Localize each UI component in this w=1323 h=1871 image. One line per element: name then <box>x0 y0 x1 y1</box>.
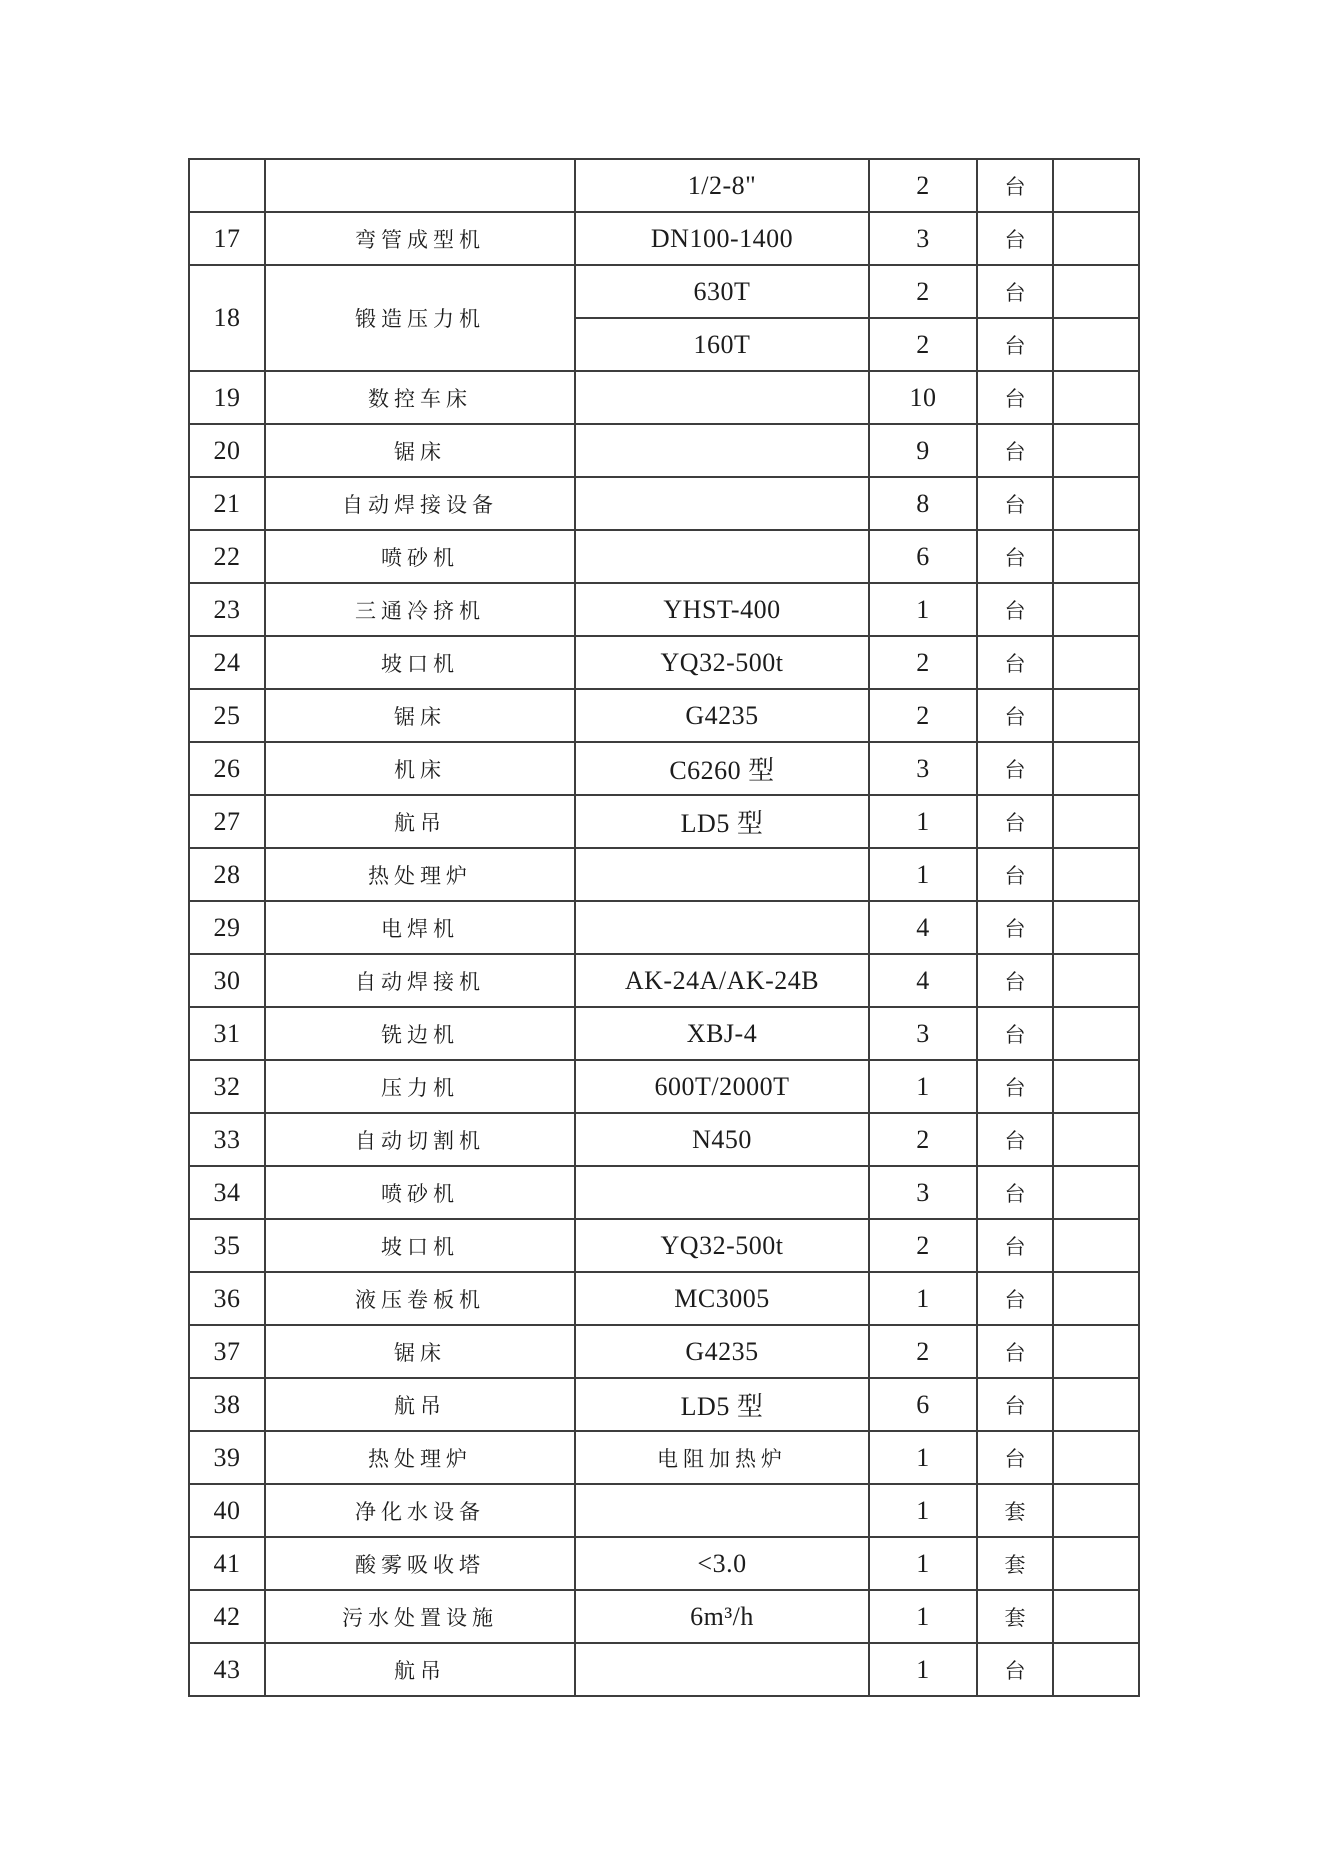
equipment-name-cell: 电焊机 <box>265 901 575 954</box>
remark-cell <box>1053 212 1139 265</box>
remark-cell <box>1053 318 1139 371</box>
table-row <box>189 1060 1139 1113</box>
remark-cell <box>1053 636 1139 689</box>
equipment-name-cell: 自动焊接设备 <box>265 477 575 530</box>
remark-cell <box>1053 424 1139 477</box>
equipment-name-cell: 弯管成型机 <box>265 212 575 265</box>
spec-cell: AK-24A/AK-24B <box>575 954 869 1007</box>
equipment-name-cell: 机床 <box>265 742 575 795</box>
table-row <box>189 583 1139 636</box>
unit-cell: 台 <box>977 636 1053 689</box>
table-row <box>189 1166 1139 1219</box>
unit-cell: 台 <box>977 212 1053 265</box>
qty-cell: 1 <box>869 848 977 901</box>
row-no-cell: 41 <box>189 1537 265 1590</box>
equipment-table-body <box>189 159 1139 1696</box>
qty-cell: 2 <box>869 1113 977 1166</box>
unit-cell: 台 <box>977 795 1053 848</box>
unit-cell: 台 <box>977 742 1053 795</box>
spec-cell <box>575 1643 869 1696</box>
table-row <box>189 954 1139 1007</box>
spec-cell: N450 <box>575 1113 869 1166</box>
table-row <box>189 742 1139 795</box>
equipment-name-cell: 航吊 <box>265 1378 575 1431</box>
spec-cell: LD5 型 <box>575 1378 869 1431</box>
row-no-cell: 19 <box>189 371 265 424</box>
row-no-cell: 20 <box>189 424 265 477</box>
remark-cell <box>1053 1325 1139 1378</box>
remark-cell <box>1053 1484 1139 1537</box>
spec-cell <box>575 1166 869 1219</box>
equipment-name-cell <box>265 159 575 212</box>
equipment-name-cell: 自动焊接机 <box>265 954 575 1007</box>
remark-cell <box>1053 1166 1139 1219</box>
table-row <box>189 1113 1139 1166</box>
remark-cell <box>1053 265 1139 318</box>
unit-cell: 台 <box>977 265 1053 318</box>
remark-cell <box>1053 954 1139 1007</box>
remark-cell <box>1053 159 1139 212</box>
row-no-cell <box>189 159 265 212</box>
row-no-cell: 37 <box>189 1325 265 1378</box>
spec-cell: G4235 <box>575 689 869 742</box>
row-no-cell: 25 <box>189 689 265 742</box>
unit-cell: 套 <box>977 1590 1053 1643</box>
row-no-cell: 26 <box>189 742 265 795</box>
equipment-name-cell: 铣边机 <box>265 1007 575 1060</box>
table-row <box>189 1431 1139 1484</box>
remark-cell <box>1053 1219 1139 1272</box>
qty-cell: 1 <box>869 1431 977 1484</box>
equipment-name-cell: 液压卷板机 <box>265 1272 575 1325</box>
spec-cell <box>575 371 869 424</box>
spec-cell <box>575 848 869 901</box>
row-no-cell: 40 <box>189 1484 265 1537</box>
qty-cell: 3 <box>869 742 977 795</box>
equipment-name-cell: 污水处置设施 <box>265 1590 575 1643</box>
qty-cell: 2 <box>869 318 977 371</box>
spec-cell: 630T <box>575 265 869 318</box>
equipment-name-cell: 航吊 <box>265 795 575 848</box>
unit-cell: 台 <box>977 371 1053 424</box>
equipment-name-cell: 压力机 <box>265 1060 575 1113</box>
equipment-name-cell: 数控车床 <box>265 371 575 424</box>
table-row <box>189 1007 1139 1060</box>
row-no-cell: 32 <box>189 1060 265 1113</box>
row-no-cell: 35 <box>189 1219 265 1272</box>
unit-cell: 台 <box>977 477 1053 530</box>
equipment-name-cell: 喷砂机 <box>265 530 575 583</box>
table-row <box>189 1325 1139 1378</box>
table-row-continued <box>189 159 1139 212</box>
equipment-name-cell: 锯床 <box>265 1325 575 1378</box>
qty-cell: 3 <box>869 1007 977 1060</box>
unit-cell: 套 <box>977 1537 1053 1590</box>
table-row <box>189 371 1139 424</box>
remark-cell <box>1053 1431 1139 1484</box>
remark-cell <box>1053 1590 1139 1643</box>
equipment-name-cell: 三通冷挤机 <box>265 583 575 636</box>
unit-cell: 台 <box>977 848 1053 901</box>
qty-cell: 1 <box>869 1060 977 1113</box>
spec-cell <box>575 1484 869 1537</box>
qty-cell: 4 <box>869 954 977 1007</box>
qty-cell: 1 <box>869 795 977 848</box>
table-row <box>189 1378 1139 1431</box>
remark-cell <box>1053 1060 1139 1113</box>
remark-cell <box>1053 1007 1139 1060</box>
spec-cell: <3.0 <box>575 1537 869 1590</box>
equipment-name-cell: 酸雾吸收塔 <box>265 1537 575 1590</box>
spec-cell <box>575 477 869 530</box>
remark-cell <box>1053 1272 1139 1325</box>
spec-cell: G4235 <box>575 1325 869 1378</box>
unit-cell: 台 <box>977 1060 1053 1113</box>
qty-cell: 6 <box>869 530 977 583</box>
table-row <box>189 636 1139 689</box>
spec-cell <box>575 530 869 583</box>
spec-cell: YQ32-500t <box>575 636 869 689</box>
spec-cell: XBJ-4 <box>575 1007 869 1060</box>
row-no-cell: 24 <box>189 636 265 689</box>
unit-cell: 台 <box>977 901 1053 954</box>
equipment-name-cell: 锻造压力机 <box>265 265 575 371</box>
row-no-cell: 27 <box>189 795 265 848</box>
remark-cell <box>1053 371 1139 424</box>
row-no-cell: 21 <box>189 477 265 530</box>
remark-cell <box>1053 901 1139 954</box>
unit-cell: 台 <box>977 1113 1053 1166</box>
spec-cell: 600T/2000T <box>575 1060 869 1113</box>
qty-cell: 1 <box>869 1484 977 1537</box>
qty-cell: 1 <box>869 1272 977 1325</box>
remark-cell <box>1053 742 1139 795</box>
qty-cell: 1 <box>869 1590 977 1643</box>
table-row <box>189 689 1139 742</box>
unit-cell: 台 <box>977 1325 1053 1378</box>
equipment-name-cell: 坡口机 <box>265 1219 575 1272</box>
unit-cell: 台 <box>977 1219 1053 1272</box>
table-row <box>189 1272 1139 1325</box>
table-row <box>189 848 1139 901</box>
remark-cell <box>1053 477 1139 530</box>
table-row <box>189 901 1139 954</box>
remark-cell <box>1053 583 1139 636</box>
row-no-cell: 38 <box>189 1378 265 1431</box>
unit-cell: 台 <box>977 159 1053 212</box>
row-no-cell: 42 <box>189 1590 265 1643</box>
equipment-name-cell: 航吊 <box>265 1643 575 1696</box>
equipment-name-cell: 热处理炉 <box>265 1431 575 1484</box>
qty-cell: 2 <box>869 159 977 212</box>
remark-cell <box>1053 1643 1139 1696</box>
spec-cell: 160T <box>575 318 869 371</box>
equipment-name-cell: 净化水设备 <box>265 1484 575 1537</box>
spec-cell: DN100-1400 <box>575 212 869 265</box>
unit-cell: 台 <box>977 689 1053 742</box>
qty-cell: 1 <box>869 583 977 636</box>
table-row <box>189 1590 1139 1643</box>
unit-cell: 台 <box>977 1166 1053 1219</box>
remark-cell <box>1053 1378 1139 1431</box>
row-no-cell: 36 <box>189 1272 265 1325</box>
remark-cell <box>1053 848 1139 901</box>
remark-cell <box>1053 795 1139 848</box>
spec-cell <box>575 424 869 477</box>
unit-cell: 台 <box>977 1272 1053 1325</box>
qty-cell: 1 <box>869 1537 977 1590</box>
table-row <box>189 1643 1139 1696</box>
row-no-cell: 39 <box>189 1431 265 1484</box>
row-no-cell: 31 <box>189 1007 265 1060</box>
spec-cell: 1/2-8" <box>575 159 869 212</box>
table-row <box>189 424 1139 477</box>
qty-cell: 2 <box>869 1325 977 1378</box>
equipment-name-cell: 喷砂机 <box>265 1166 575 1219</box>
unit-cell: 台 <box>977 318 1053 371</box>
unit-cell: 台 <box>977 1007 1053 1060</box>
row-no-cell: 43 <box>189 1643 265 1696</box>
unit-cell: 台 <box>977 424 1053 477</box>
unit-cell: 套 <box>977 1484 1053 1537</box>
table-row <box>189 1484 1139 1537</box>
table-row <box>189 530 1139 583</box>
qty-cell: 1 <box>869 1643 977 1696</box>
remark-cell <box>1053 530 1139 583</box>
row-no-cell: 17 <box>189 212 265 265</box>
qty-cell: 2 <box>869 1219 977 1272</box>
remark-cell <box>1053 1113 1139 1166</box>
table-row <box>189 795 1139 848</box>
table-row <box>189 477 1139 530</box>
unit-cell: 台 <box>977 1378 1053 1431</box>
spec-cell: YHST-400 <box>575 583 869 636</box>
unit-cell: 台 <box>977 1643 1053 1696</box>
table-row <box>189 1219 1139 1272</box>
unit-cell: 台 <box>977 954 1053 1007</box>
remark-cell <box>1053 1537 1139 1590</box>
qty-cell: 2 <box>869 265 977 318</box>
qty-cell: 2 <box>869 689 977 742</box>
qty-cell: 4 <box>869 901 977 954</box>
equipment-list-table <box>188 158 1140 1697</box>
spec-cell: C6260 型 <box>575 742 869 795</box>
unit-cell: 台 <box>977 583 1053 636</box>
unit-cell: 台 <box>977 1431 1053 1484</box>
spec-cell: YQ32-500t <box>575 1219 869 1272</box>
qty-cell: 3 <box>869 212 977 265</box>
spec-cell: 6m³/h <box>575 1590 869 1643</box>
spec-cell: MC3005 <box>575 1272 869 1325</box>
qty-cell: 2 <box>869 636 977 689</box>
row-no-cell: 18 <box>189 265 265 371</box>
qty-cell: 6 <box>869 1378 977 1431</box>
table-row <box>189 212 1139 265</box>
table-row <box>189 1537 1139 1590</box>
spec-cell: LD5 型 <box>575 795 869 848</box>
row-no-cell: 23 <box>189 583 265 636</box>
unit-cell: 台 <box>977 530 1053 583</box>
row-no-cell: 22 <box>189 530 265 583</box>
remark-cell <box>1053 689 1139 742</box>
spec-cell: 电阻加热炉 <box>575 1431 869 1484</box>
row-no-cell: 28 <box>189 848 265 901</box>
row-no-cell: 34 <box>189 1166 265 1219</box>
equipment-name-cell: 热处理炉 <box>265 848 575 901</box>
equipment-name-cell: 坡口机 <box>265 636 575 689</box>
equipment-name-cell: 自动切割机 <box>265 1113 575 1166</box>
row-no-cell: 29 <box>189 901 265 954</box>
equipment-name-cell: 锯床 <box>265 424 575 477</box>
table-row <box>189 265 1139 318</box>
row-no-cell: 33 <box>189 1113 265 1166</box>
spec-cell <box>575 901 869 954</box>
qty-cell: 3 <box>869 1166 977 1219</box>
qty-cell: 8 <box>869 477 977 530</box>
equipment-name-cell: 锯床 <box>265 689 575 742</box>
qty-cell: 9 <box>869 424 977 477</box>
row-no-cell: 30 <box>189 954 265 1007</box>
qty-cell: 10 <box>869 371 977 424</box>
